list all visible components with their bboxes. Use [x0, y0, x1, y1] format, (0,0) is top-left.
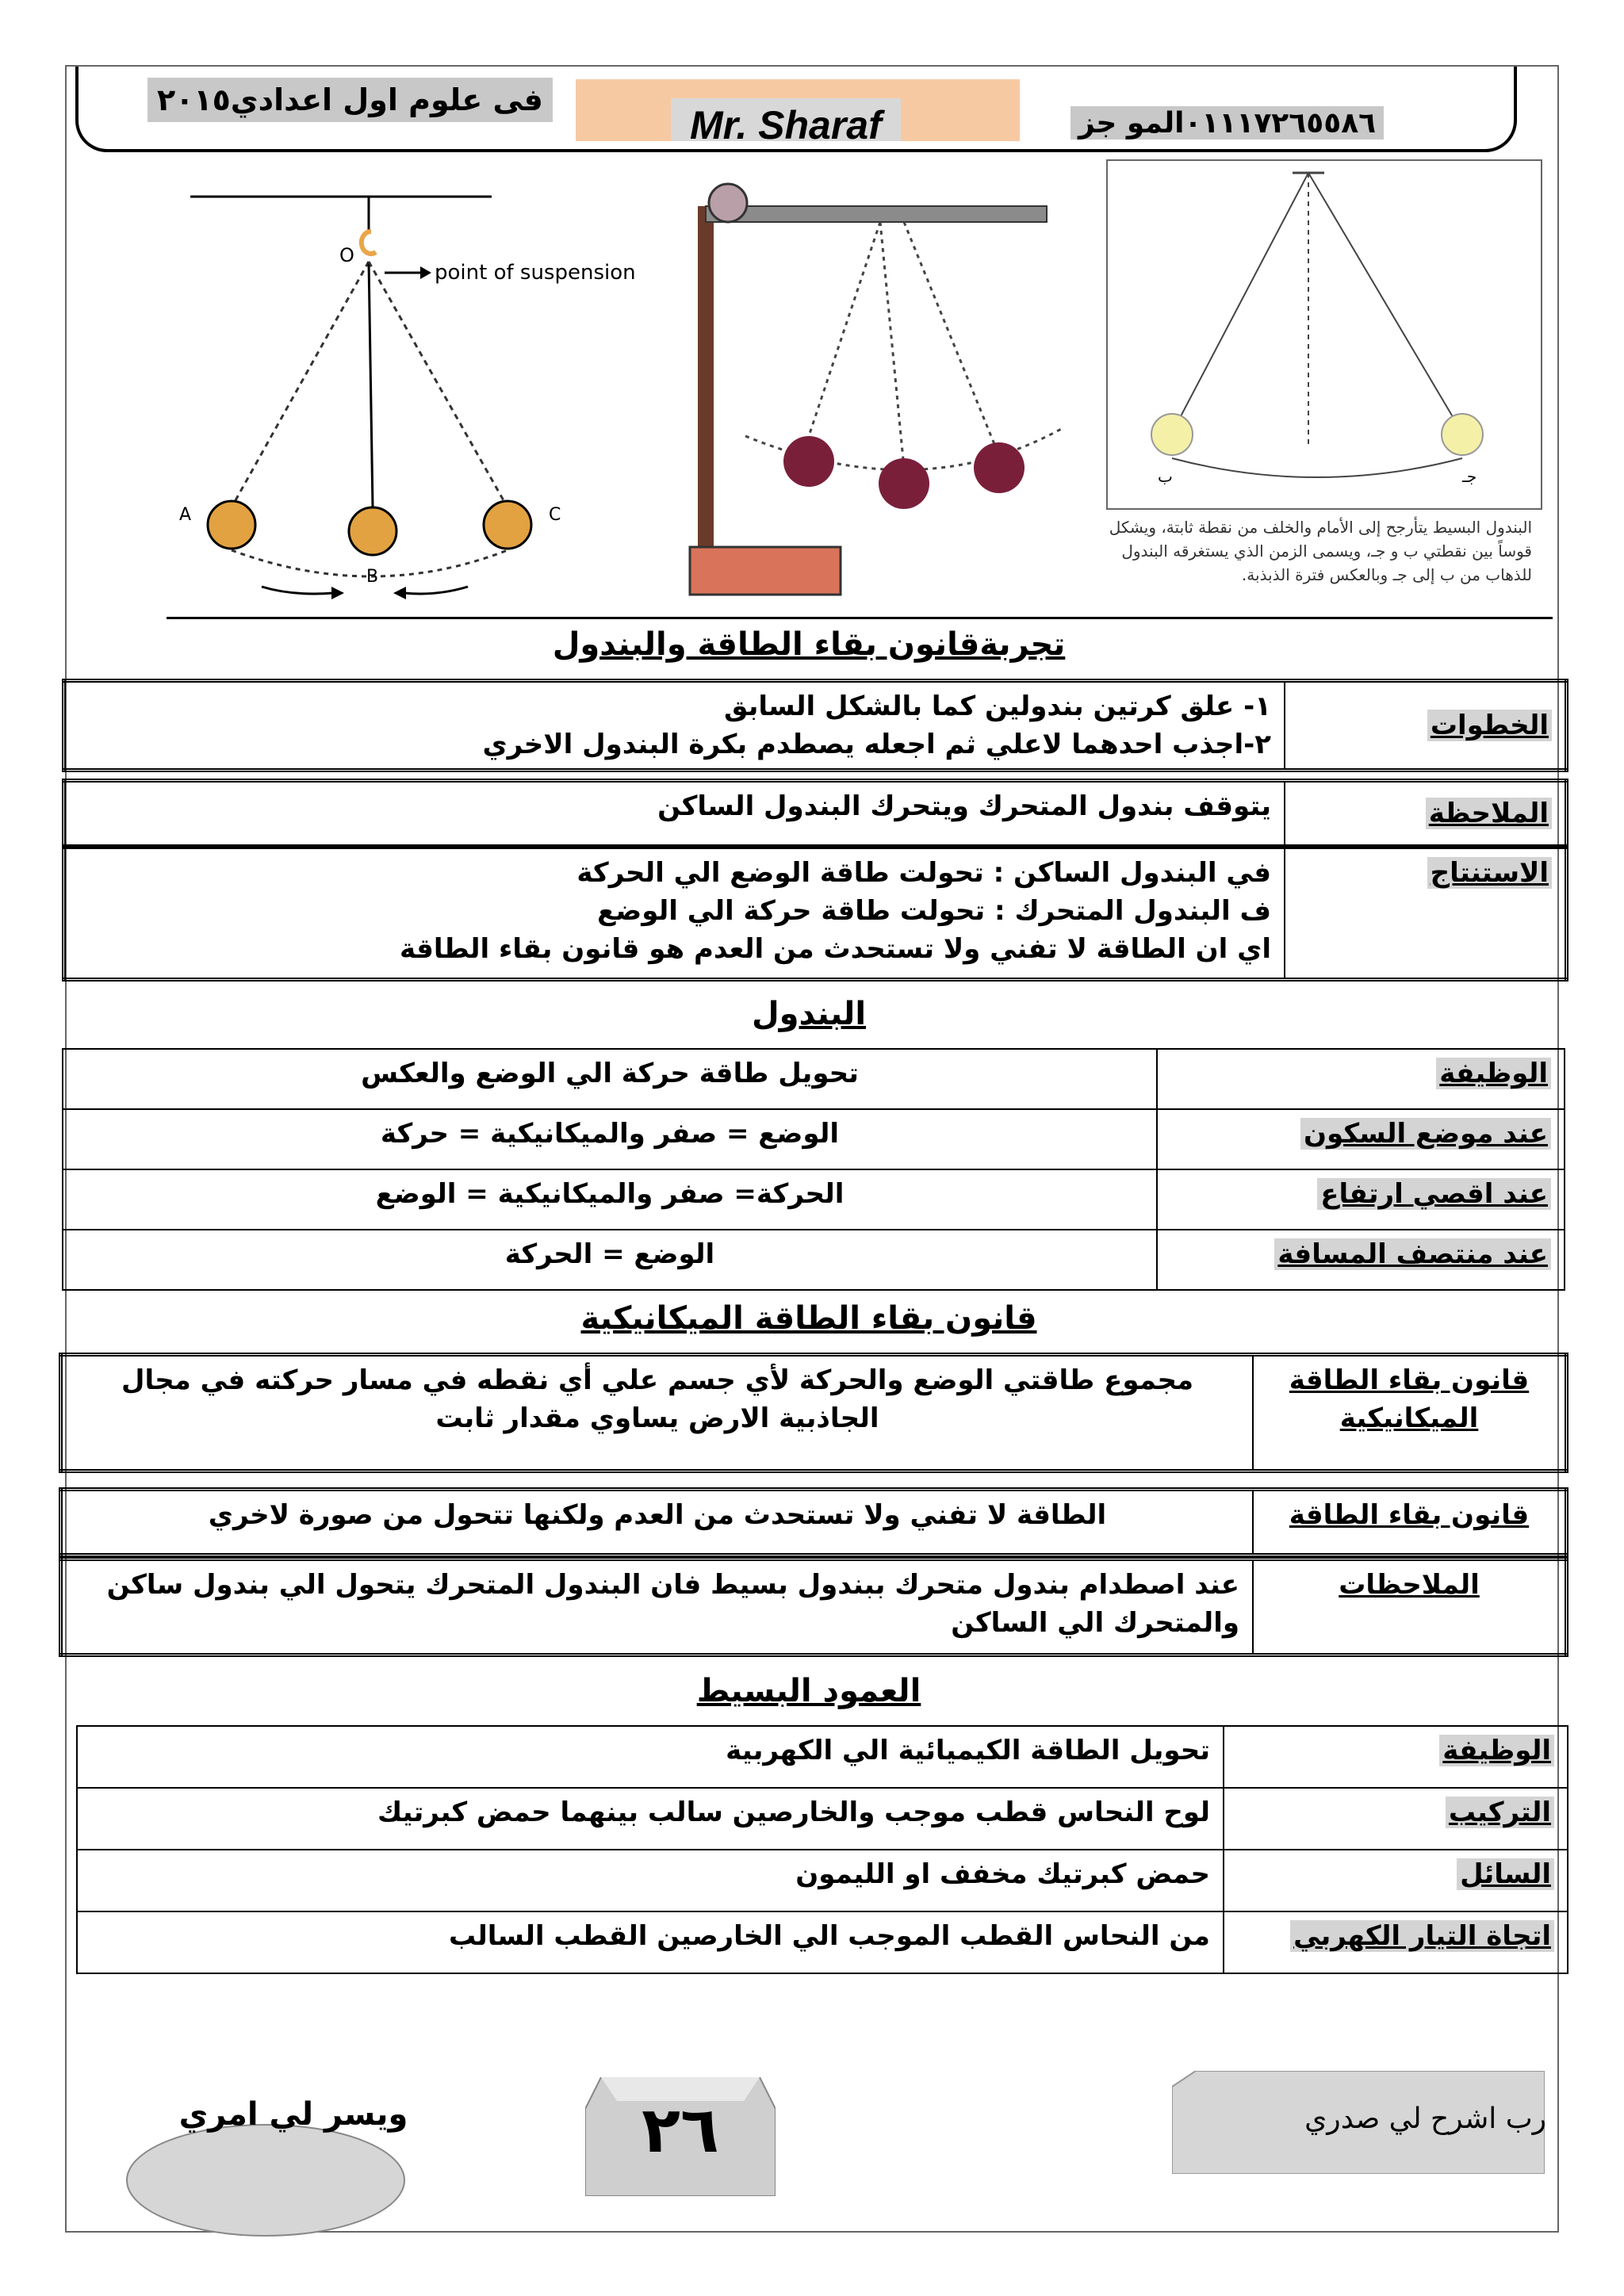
- cell-row-label: اتجاة التيار الكهربي: [1224, 1911, 1568, 1973]
- fig1-o-label: O: [339, 244, 354, 266]
- steps-cell: [64, 681, 1285, 771]
- pendulum-row-label: عند اقصي ارتفاع: [1157, 1169, 1565, 1230]
- fig3-b-label: ب: [1158, 467, 1173, 486]
- cell-row-value: حمض كبرتيك مخفف او الليمون: [77, 1850, 1224, 1911]
- pendulum-row-label: الوظيفة: [1157, 1049, 1565, 1109]
- pendulum-row-value: تحويل طاقة حركة الي الوضع والعكس: [63, 1049, 1157, 1109]
- law-row-value: الطاقة لا تفني ولا تستحدث من العدم ولكنها تتحول من صورة لاخري: [61, 1490, 1254, 1556]
- cell-table: [76, 1725, 1568, 1974]
- step-2: ٢-اجذب احدهما لاعلي ثم اجعله يصطدم بكرة البندول الاخري: [482, 729, 1271, 760]
- pendulum-table: [62, 1048, 1565, 1291]
- cell-title: العمود البسيط: [696, 1673, 921, 1709]
- law-row-value: مجموع طاقتي الوضع والحركة لأي جسم علي أي نقطه في مسار حركته في مجال الجاذبية الارض يساوي مقدار ثابت: [61, 1355, 1254, 1471]
- figure-pendulum-abc: [159, 174, 682, 603]
- cell-row-label: السائل: [1224, 1850, 1568, 1911]
- header-teacher-box: [576, 79, 1020, 141]
- law-table-3: [59, 1557, 1568, 1657]
- law-row-label: قانون بقاء الطاقة الميكانيكية: [1253, 1355, 1567, 1471]
- pendulum-row-label: عند موضع السكون: [1157, 1109, 1565, 1169]
- pendulum-row-value: الوضع = صفر والميكانيكية = حركة: [63, 1109, 1157, 1169]
- header-course: فى علوم اول اعدادي٢٠١٥: [147, 78, 553, 122]
- fig1-c-label: C: [549, 505, 561, 525]
- page-number: ٢٦: [642, 2093, 719, 2167]
- observation-label: الملاحظة: [1285, 781, 1567, 847]
- fig1-b-label: B: [366, 567, 379, 587]
- pendulum-row-value: الوضع = الحركة: [63, 1230, 1157, 1290]
- experiment-observation-table: [62, 779, 1568, 848]
- conclusion-line-3: اي ان الطاقة لا تفني ولا تستحدث من العدم هو قانون بقاء الطاقة: [400, 933, 1271, 965]
- conclusion-line-1: في البندول الساكن : تحولت طاقة الوضع الي الحركة: [576, 857, 1271, 889]
- conclusion-cell: [64, 848, 1285, 980]
- steps-label: الخطوات: [1285, 681, 1567, 771]
- fig3-caption: البندول البسيط يتأرجح إلى الأمام والخلف من نقطة ثابتة، ويشكل قوساً بين نقطتي ب و جـ، ويسمى الزمن الذي يستغرقه البندول للذهاب من ب إلى جـ وبالعكس فترة الذبذبة.: [1109, 518, 1532, 584]
- law-row-label: الملاحظات: [1253, 1559, 1567, 1655]
- cell-row-value: تحويل الطاقة الكيميائية الي الكهربية: [77, 1726, 1224, 1788]
- experiment-steps-table: [62, 679, 1568, 772]
- cell-row-value: لوح النحاس قطب موجب والخارصين سالب بينهما حمض كبرتيك: [77, 1788, 1224, 1850]
- law-title: قانون بقاء الطاقة الميكانيكية: [580, 1300, 1037, 1337]
- figure-pendulum-stand: [682, 174, 1078, 618]
- fig3-c-label: جـ: [1462, 467, 1477, 486]
- fig1-suspension-label: point of suspension: [435, 261, 636, 285]
- cell-row-label: الوظيفة: [1224, 1726, 1568, 1788]
- law-table-1: [59, 1353, 1568, 1473]
- experiment-conclusion-table: [62, 845, 1568, 982]
- cell-row-value: من النحاس القطب الموجب الي الخارصين القطب السالب: [77, 1911, 1224, 1973]
- law-row-value: عند اصطدام بندول متحرك ببندول بسيط فان البندول المتحرك يتحول الي بندول ساكن والمتحرك الي الساكن: [61, 1559, 1254, 1655]
- observation-value: يتوقف بندول المتحرك ويتحرك البندول الساكن: [64, 781, 1285, 847]
- pendulum-row-label: عند منتصف المسافة: [1157, 1230, 1565, 1290]
- fig1-a-label: A: [179, 505, 192, 525]
- header-phone: ٠١١١٧٢٦٥٥٨٦المو جز: [1071, 106, 1384, 140]
- step-1: ١- علق كرتين بندولين كما بالشكل السابق: [723, 691, 1271, 722]
- cell-row-label: التركيب: [1224, 1788, 1568, 1850]
- law-row-label: قانون بقاء الطاقة: [1253, 1490, 1567, 1556]
- conclusion-label: الاستنتاج: [1285, 848, 1567, 980]
- pendulum-row-value: الحركة= صفر والميكانيكية = الوضع: [63, 1169, 1157, 1230]
- footer-right-text: رب اشرح لي صدري: [1304, 2103, 1546, 2135]
- footer-left-text: ويسر لي امري: [178, 2096, 408, 2133]
- conclusion-line-2: ف البندول المتحرك : تحولت طاقة حركة الي الوضع: [597, 895, 1271, 927]
- experiment-title: تجربةقانون بقاء الطاقة والبندول: [552, 626, 1066, 663]
- law-table-2: [59, 1487, 1568, 1557]
- pendulum-title: البندول: [751, 996, 867, 1032]
- figure-divider: [167, 617, 1553, 619]
- header-teacher: Mr. Sharaf: [671, 98, 901, 141]
